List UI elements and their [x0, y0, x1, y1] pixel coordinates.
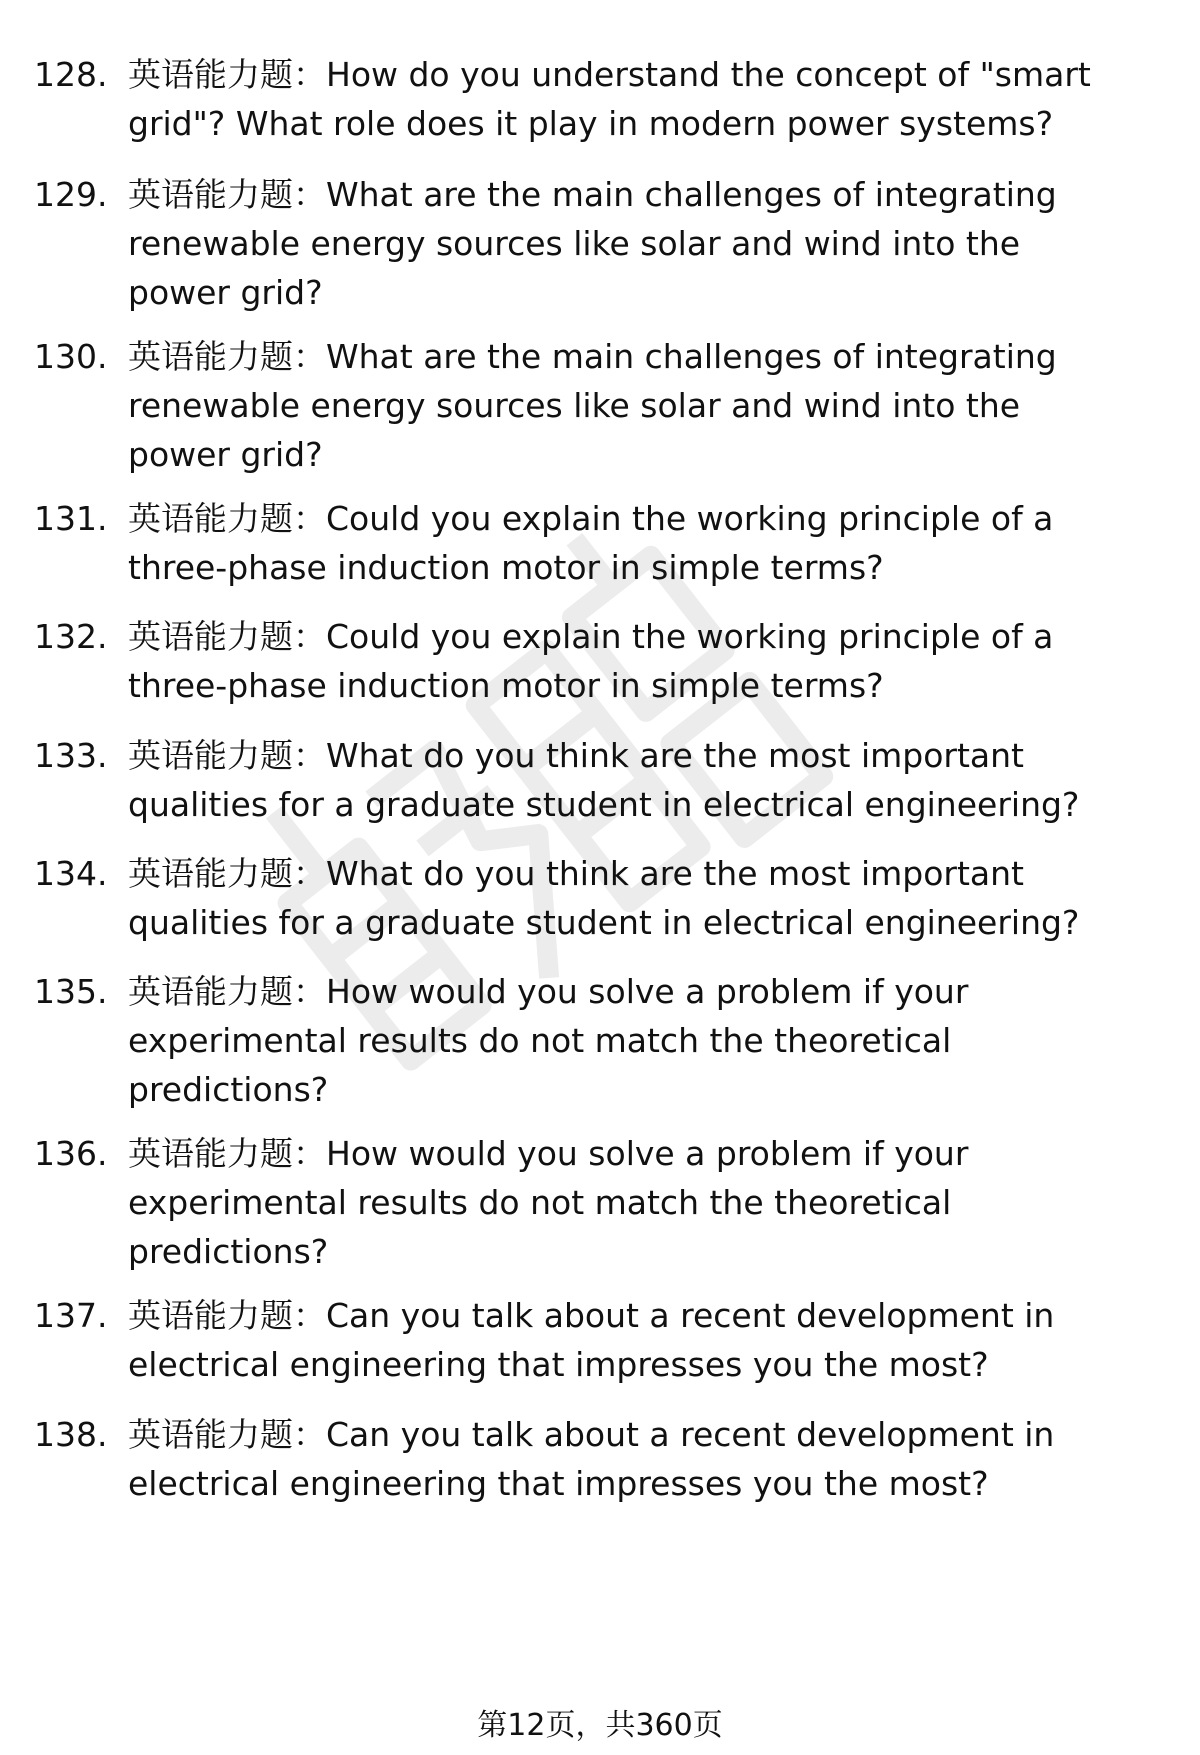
question-number: 128.: [34, 55, 108, 94]
question-content: [128, 849, 1164, 947]
question-prefix: 英语能力题：: [128, 1134, 326, 1173]
question-content: [128, 170, 1164, 317]
question-content: [128, 1129, 1164, 1276]
question-text: How do you understand the concept of "smart grid"? What role does it play in modern power systems?: [128, 55, 1091, 143]
question-prefix: 英语能力题：: [128, 736, 326, 775]
question-prefix: 英语能力题：: [128, 499, 326, 538]
question-number: 135.: [34, 972, 108, 1011]
question-text: How would you solve a problem if your experimental results do not match the theoretical predictions?: [128, 1134, 969, 1271]
question-number: 137.: [34, 1296, 108, 1335]
question-text: What do you think are the most important qualities for a graduate student in electrical engineering?: [128, 854, 1080, 942]
question-prefix: 英语能力题：: [128, 1296, 326, 1335]
question-content: [128, 967, 1164, 1114]
question-text: What are the main challenges of integrating renewable energy sources like solar and wind into the power grid?: [128, 175, 1057, 312]
question-prefix: 英语能力题：: [128, 175, 326, 214]
question-content: [128, 494, 1164, 592]
question-content: [128, 50, 1164, 148]
question-text: Can you talk about a recent development in electrical engineering that impresses you the most?: [128, 1296, 1055, 1384]
question-text: What do you think are the most important qualities for a graduate student in electrical engineering?: [128, 736, 1080, 824]
question-text: Could you explain the working principle of a three-phase induction motor in simple terms?: [128, 499, 1054, 587]
question-content: [128, 612, 1164, 710]
question-number: 131.: [34, 499, 108, 538]
question-item: [34, 967, 1164, 1114]
question-text: Can you talk about a recent development in electrical engineering that impresses you the most?: [128, 1415, 1055, 1503]
question-item: [34, 332, 1164, 479]
question-item: [34, 1129, 1164, 1276]
question-number: 129.: [34, 175, 108, 214]
question-number: 134.: [34, 854, 108, 893]
question-item: [34, 170, 1164, 317]
question-item: [34, 849, 1164, 947]
question-item: [34, 731, 1164, 829]
question-item: [34, 494, 1164, 592]
question-content: [128, 731, 1164, 829]
question-text: What are the main challenges of integrating renewable energy sources like solar and wind into the power grid?: [128, 337, 1057, 474]
question-prefix: 英语能力题：: [128, 854, 326, 893]
question-item: [34, 1291, 1164, 1389]
question-item: [34, 612, 1164, 710]
question-number: 138.: [34, 1415, 108, 1454]
question-prefix: 英语能力题：: [128, 55, 326, 94]
question-content: [128, 332, 1164, 479]
question-prefix: 英语能力题：: [128, 972, 326, 1011]
question-item: [34, 50, 1164, 148]
question-number: 130.: [34, 337, 108, 376]
question-prefix: 英语能力题：: [128, 1415, 326, 1454]
question-prefix: 英语能力题：: [128, 337, 326, 376]
question-content: [128, 1291, 1164, 1389]
question-number: 136.: [34, 1134, 108, 1173]
question-item: [34, 1410, 1164, 1508]
page-footer: 第12页，共360页: [477, 1708, 723, 1743]
question-content: [128, 1410, 1164, 1508]
question-number: 133.: [34, 736, 108, 775]
question-text: Could you explain the working principle of a three-phase induction motor in simple terms?: [128, 617, 1054, 705]
question-number: 132.: [34, 617, 108, 656]
question-text: How would you solve a problem if your experimental results do not match the theoretical predictions?: [128, 972, 969, 1109]
question-prefix: 英语能力题：: [128, 617, 326, 656]
